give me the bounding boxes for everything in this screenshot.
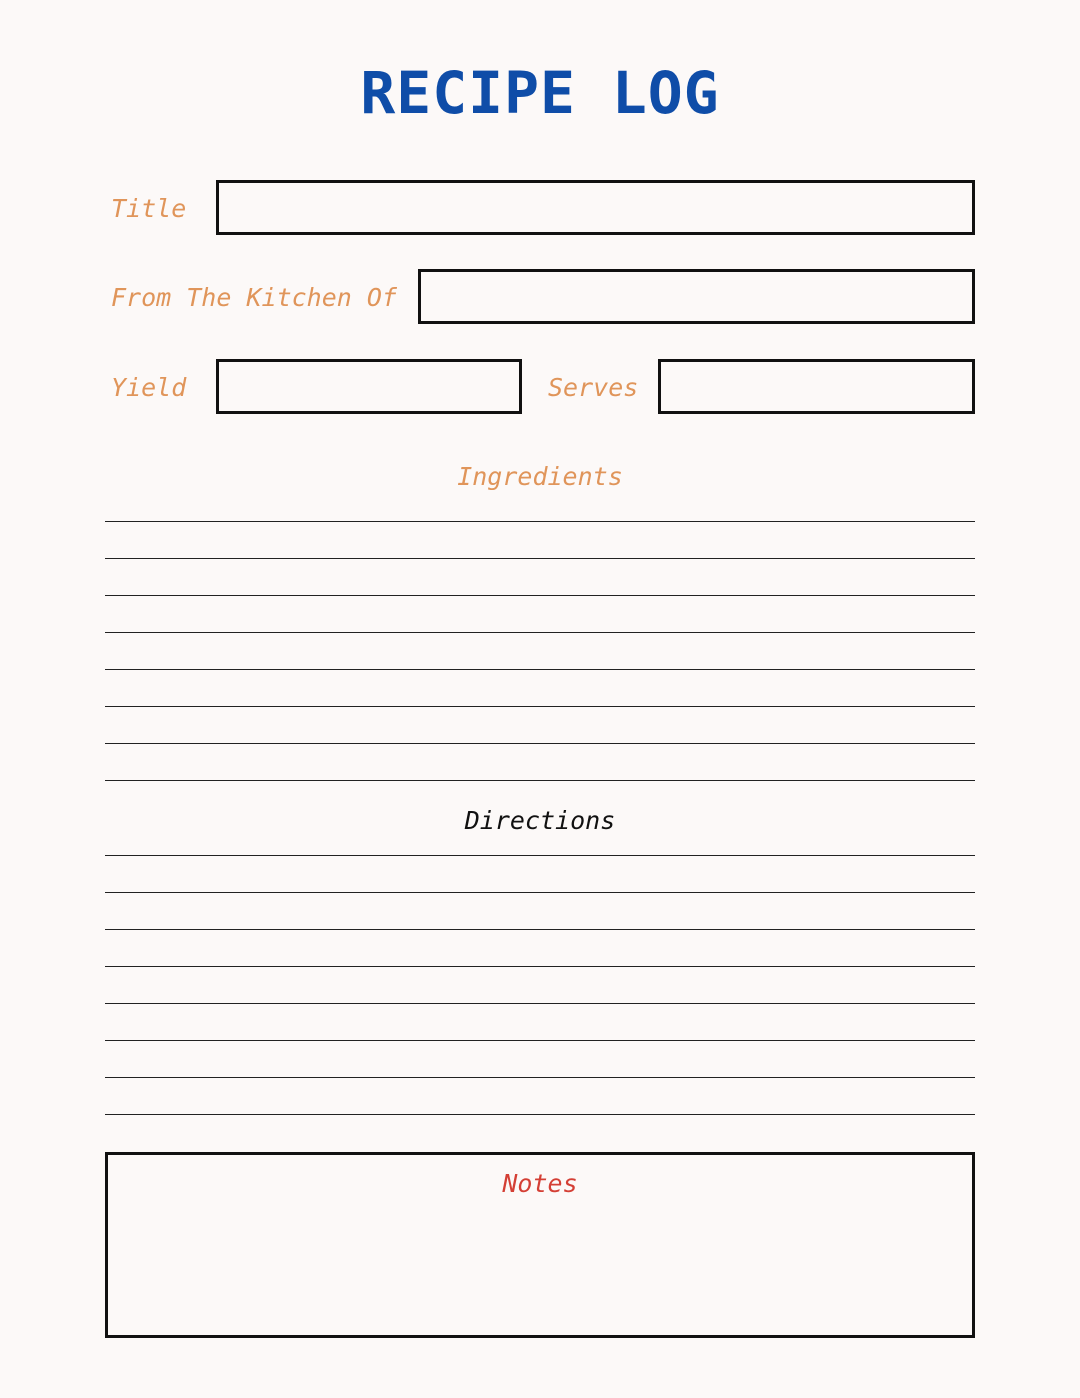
ingredients-line[interactable] — [105, 706, 975, 707]
directions-heading: Directions — [464, 806, 616, 835]
directions-line[interactable] — [105, 892, 975, 893]
serves-field[interactable] — [658, 359, 975, 414]
directions-line[interactable] — [105, 1114, 975, 1115]
directions-line[interactable] — [105, 1003, 975, 1004]
ingredients-line[interactable] — [105, 632, 975, 633]
ingredients-line[interactable] — [105, 743, 975, 744]
notes-box[interactable] — [105, 1152, 975, 1338]
kitchen-label: From The Kitchen Of — [111, 283, 397, 312]
directions-line[interactable] — [105, 1077, 975, 1078]
notes-heading: Notes — [502, 1169, 578, 1198]
ingredients-line[interactable] — [105, 780, 975, 781]
ingredients-line[interactable] — [105, 669, 975, 670]
directions-line[interactable] — [105, 966, 975, 967]
yield-label: Yield — [111, 373, 187, 402]
ingredients-line[interactable] — [105, 595, 975, 596]
yield-field[interactable] — [216, 359, 522, 414]
directions-line[interactable] — [105, 855, 975, 856]
ingredients-line[interactable] — [105, 521, 975, 522]
page-title: RECIPE LOG — [360, 59, 720, 127]
title-label: Title — [111, 194, 187, 223]
ingredients-heading: Ingredients — [457, 462, 623, 491]
ingredients-line[interactable] — [105, 558, 975, 559]
directions-line[interactable] — [105, 929, 975, 930]
directions-line[interactable] — [105, 1040, 975, 1041]
serves-label: Serves — [548, 373, 639, 402]
title-field[interactable] — [216, 180, 975, 235]
kitchen-field[interactable] — [418, 269, 975, 324]
